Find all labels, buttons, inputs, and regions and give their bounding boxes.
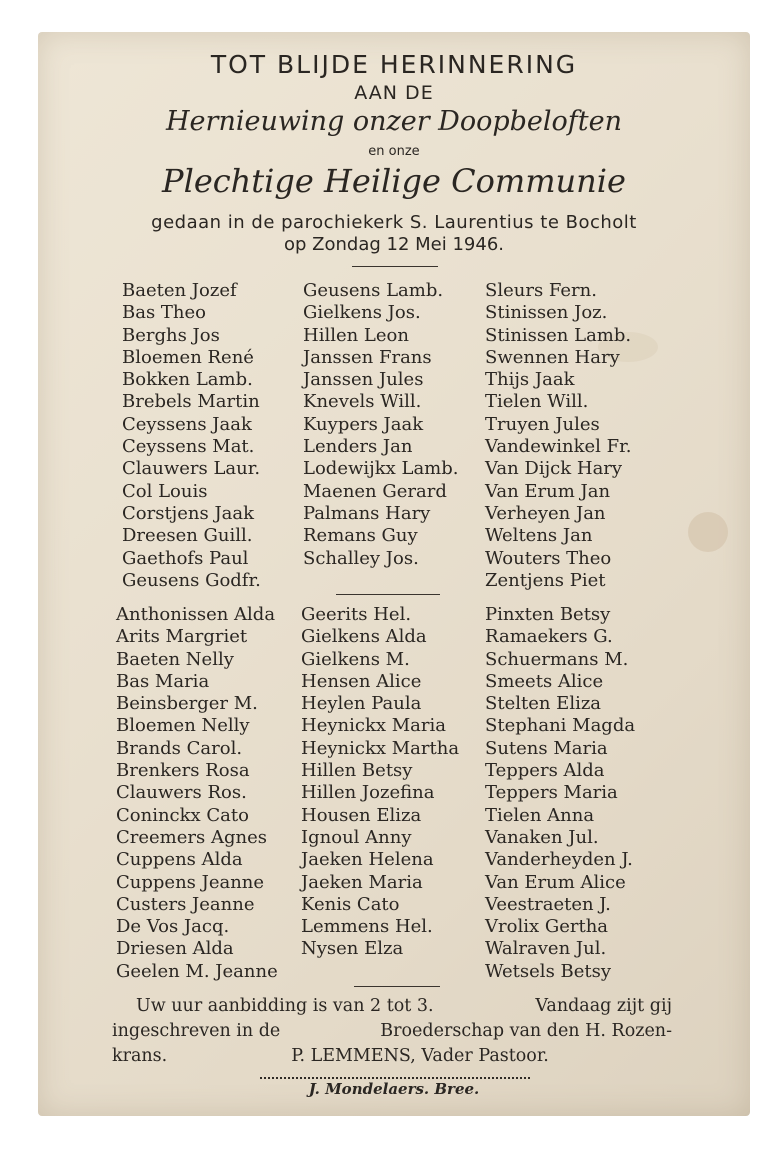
footer-text-fragment: Uw uur aanbidding is van 2 tot 3. [136, 996, 434, 1016]
name-entry: Smeets Alice [485, 670, 604, 692]
name-entry: Jaeken Maria [301, 871, 423, 893]
name-entry: Stinissen Joz. [485, 302, 608, 324]
name-entry: Weltens Jan [485, 525, 593, 547]
name-entry: Brands Carol. [116, 737, 243, 759]
name-entry: Col Louis [122, 480, 208, 502]
girls-column-2 [301, 604, 459, 961]
name-entry: Van Erum Jan [485, 480, 611, 502]
name-entry: Geerits Hel. [301, 604, 412, 625]
name-entry: Lodewijkx Lamb. [303, 458, 459, 480]
name-entry: Vrolix Gertha [485, 916, 609, 938]
name-entry: Coninckx Cato [116, 804, 249, 826]
name-entry: Heynickx Maria [301, 715, 446, 737]
name-entry: Custers Jeanne [116, 893, 255, 915]
name-entry: Hillen Betsy [301, 760, 413, 782]
name-entry: Anthonissen Alda [116, 604, 276, 625]
name-entry: Gielkens M. [301, 648, 410, 670]
name-entry: Stelten Eliza [485, 693, 602, 715]
name-entry: Dreesen Guill. [122, 525, 253, 547]
name-entry: Baeten Jozef [122, 280, 237, 301]
name-entry: Ceyssens Mat. [122, 436, 255, 458]
name-entry: Berghs Jos [122, 324, 220, 346]
name-entry: De Vos Jacq. [116, 916, 230, 938]
name-entry: Tielen Will. [485, 391, 589, 413]
name-entry: Bloemen Nelly [116, 715, 250, 737]
name-entry: Vandewinkel Fr. [485, 436, 632, 458]
name-entry: Vanderheyden J. [485, 849, 633, 871]
name-entry: Teppers Maria [485, 782, 618, 804]
name-entry: Corstjens Jaak [122, 502, 255, 524]
header-line-1: TOT BLIJDE HERINNERING [210, 50, 578, 79]
name-entry: Palmans Hary [303, 502, 431, 524]
boys-column-1 [122, 280, 261, 592]
name-entry: Knevels Will. [303, 391, 422, 413]
name-entry: Kuypers Jaak [303, 413, 424, 435]
name-entry: Driesen Alda [116, 938, 234, 960]
name-entry: Ramaekers G. [485, 626, 613, 648]
name-entry: Zentjens Piet [485, 569, 606, 591]
header-line-7: op Zondag 12 Mei 1946. [284, 234, 504, 255]
name-entry: Cuppens Jeanne [116, 871, 265, 893]
name-entry: Van Dijck Hary [485, 458, 623, 480]
stain [688, 512, 728, 552]
name-entry: Arits Margriet [116, 626, 248, 648]
name-entry: Beinsberger M. [116, 693, 258, 715]
footer-text [112, 994, 672, 1069]
footer-text-fragment: Broederschap van den H. Rozen- [380, 1021, 672, 1041]
name-entry: Gaethofs Paul [122, 547, 249, 569]
name-entry: Bloemen René [122, 346, 254, 368]
name-entry: Geelen M. Jeanne [116, 960, 278, 982]
name-entry: Janssen Jules [303, 369, 424, 391]
name-entry: Hillen Jozefina [301, 782, 435, 804]
girls-column-1 [116, 604, 278, 983]
name-entry: Jaeken Helena [301, 849, 434, 871]
name-entry: Creemers Agnes [116, 826, 267, 848]
name-entry: Schuermans M. [485, 648, 629, 670]
footer-text-fragment: ingeschreven in de [112, 1021, 281, 1041]
name-entry: Brebels Martin [122, 391, 260, 413]
name-entry: Wouters Theo [485, 547, 612, 569]
footer-line-2 [112, 1019, 672, 1044]
header-line-4: en onze [368, 144, 420, 159]
footer-text-fragment: krans. [112, 1046, 168, 1066]
name-entry: Ignoul Anny [301, 826, 412, 848]
name-entry: Pinxten Betsy [485, 604, 611, 625]
name-entry: Geusens Godfr. [122, 569, 261, 591]
footer-signature: P. LEMMENS, Vader Pastoor. [291, 1046, 549, 1066]
name-entry: Stephani Magda [485, 715, 636, 737]
name-entry: Baeten Nelly [116, 648, 234, 670]
memorial-card [38, 32, 750, 1116]
name-entry: Nysen Elza [301, 938, 404, 960]
name-entry: Heylen Paula [301, 693, 422, 715]
name-entry: Ceyssens Jaak [122, 413, 252, 435]
name-entry: Janssen Frans [303, 346, 432, 368]
boys-column-2 [303, 280, 459, 570]
name-entry: Tielen Anna [485, 804, 595, 826]
footer-text-fragment: Vandaag zijt gij [535, 996, 672, 1016]
name-entry: Walraven Jul. [485, 938, 607, 960]
name-entry: Geusens Lamb. [303, 280, 444, 301]
name-entry: Van Erum Alice [485, 871, 626, 893]
name-entry: Lemmens Hel. [301, 916, 433, 938]
name-entry: Housen Eliza [301, 804, 422, 826]
name-entry: Veestraeten J. [485, 893, 611, 915]
name-entry: Teppers Alda [485, 760, 605, 782]
name-entry: Truyen Jules [485, 413, 600, 435]
dotted-separator [260, 1077, 530, 1079]
name-entry: Lenders Jan [303, 436, 413, 458]
girls-column-3 [485, 604, 635, 983]
name-entry: Clauwers Ros. [116, 782, 247, 804]
name-entry: Hillen Leon [303, 324, 409, 346]
boys-column-3 [485, 280, 631, 592]
name-entry: Gielkens Jos. [303, 302, 421, 324]
footer-line-3 [112, 1044, 672, 1069]
name-entry: Brenkers Rosa [116, 760, 250, 782]
name-entry: Bokken Lamb. [122, 369, 253, 391]
header-line-5: Plechtige Heilige Communie [162, 162, 626, 200]
printer-credit: J. Mondelaers. Bree. [308, 1080, 480, 1098]
name-entry: Bas Theo [122, 302, 207, 324]
name-entry: Hensen Alice [301, 670, 422, 692]
name-entry: Thijs Jaak [485, 369, 575, 391]
header-line-3: Hernieuwing onzer Doopbeloften [166, 106, 622, 137]
name-entry: Verheyen Jan [485, 502, 606, 524]
name-entry: Heynickx Martha [301, 737, 460, 759]
divider-bottom [354, 986, 440, 987]
name-entry: Stinissen Lamb. [485, 324, 632, 346]
name-entry: Sleurs Fern. [485, 280, 597, 301]
name-entry: Wetsels Betsy [485, 960, 612, 982]
divider-top [352, 266, 438, 267]
footer-line-1 [112, 994, 672, 1019]
name-entry: Bas Maria [116, 670, 210, 692]
name-entry: Clauwers Laur. [122, 458, 261, 480]
name-entry: Sutens Maria [485, 737, 608, 759]
name-entry: Kenis Cato [301, 893, 400, 915]
header-line-2: AAN DE [354, 82, 434, 104]
name-entry: Cuppens Alda [116, 849, 243, 871]
name-entry: Schalley Jos. [303, 547, 419, 569]
name-entry: Swennen Hary [485, 346, 620, 368]
name-entry: Gielkens Alda [301, 626, 427, 648]
name-entry: Vanaken Jul. [485, 826, 599, 848]
header-line-6: gedaan in de parochiekerk S. Laurentius te Bocholt [151, 212, 637, 233]
divider-middle [336, 594, 440, 595]
name-entry: Maenen Gerard [303, 480, 447, 502]
name-entry: Remans Guy [303, 525, 418, 547]
